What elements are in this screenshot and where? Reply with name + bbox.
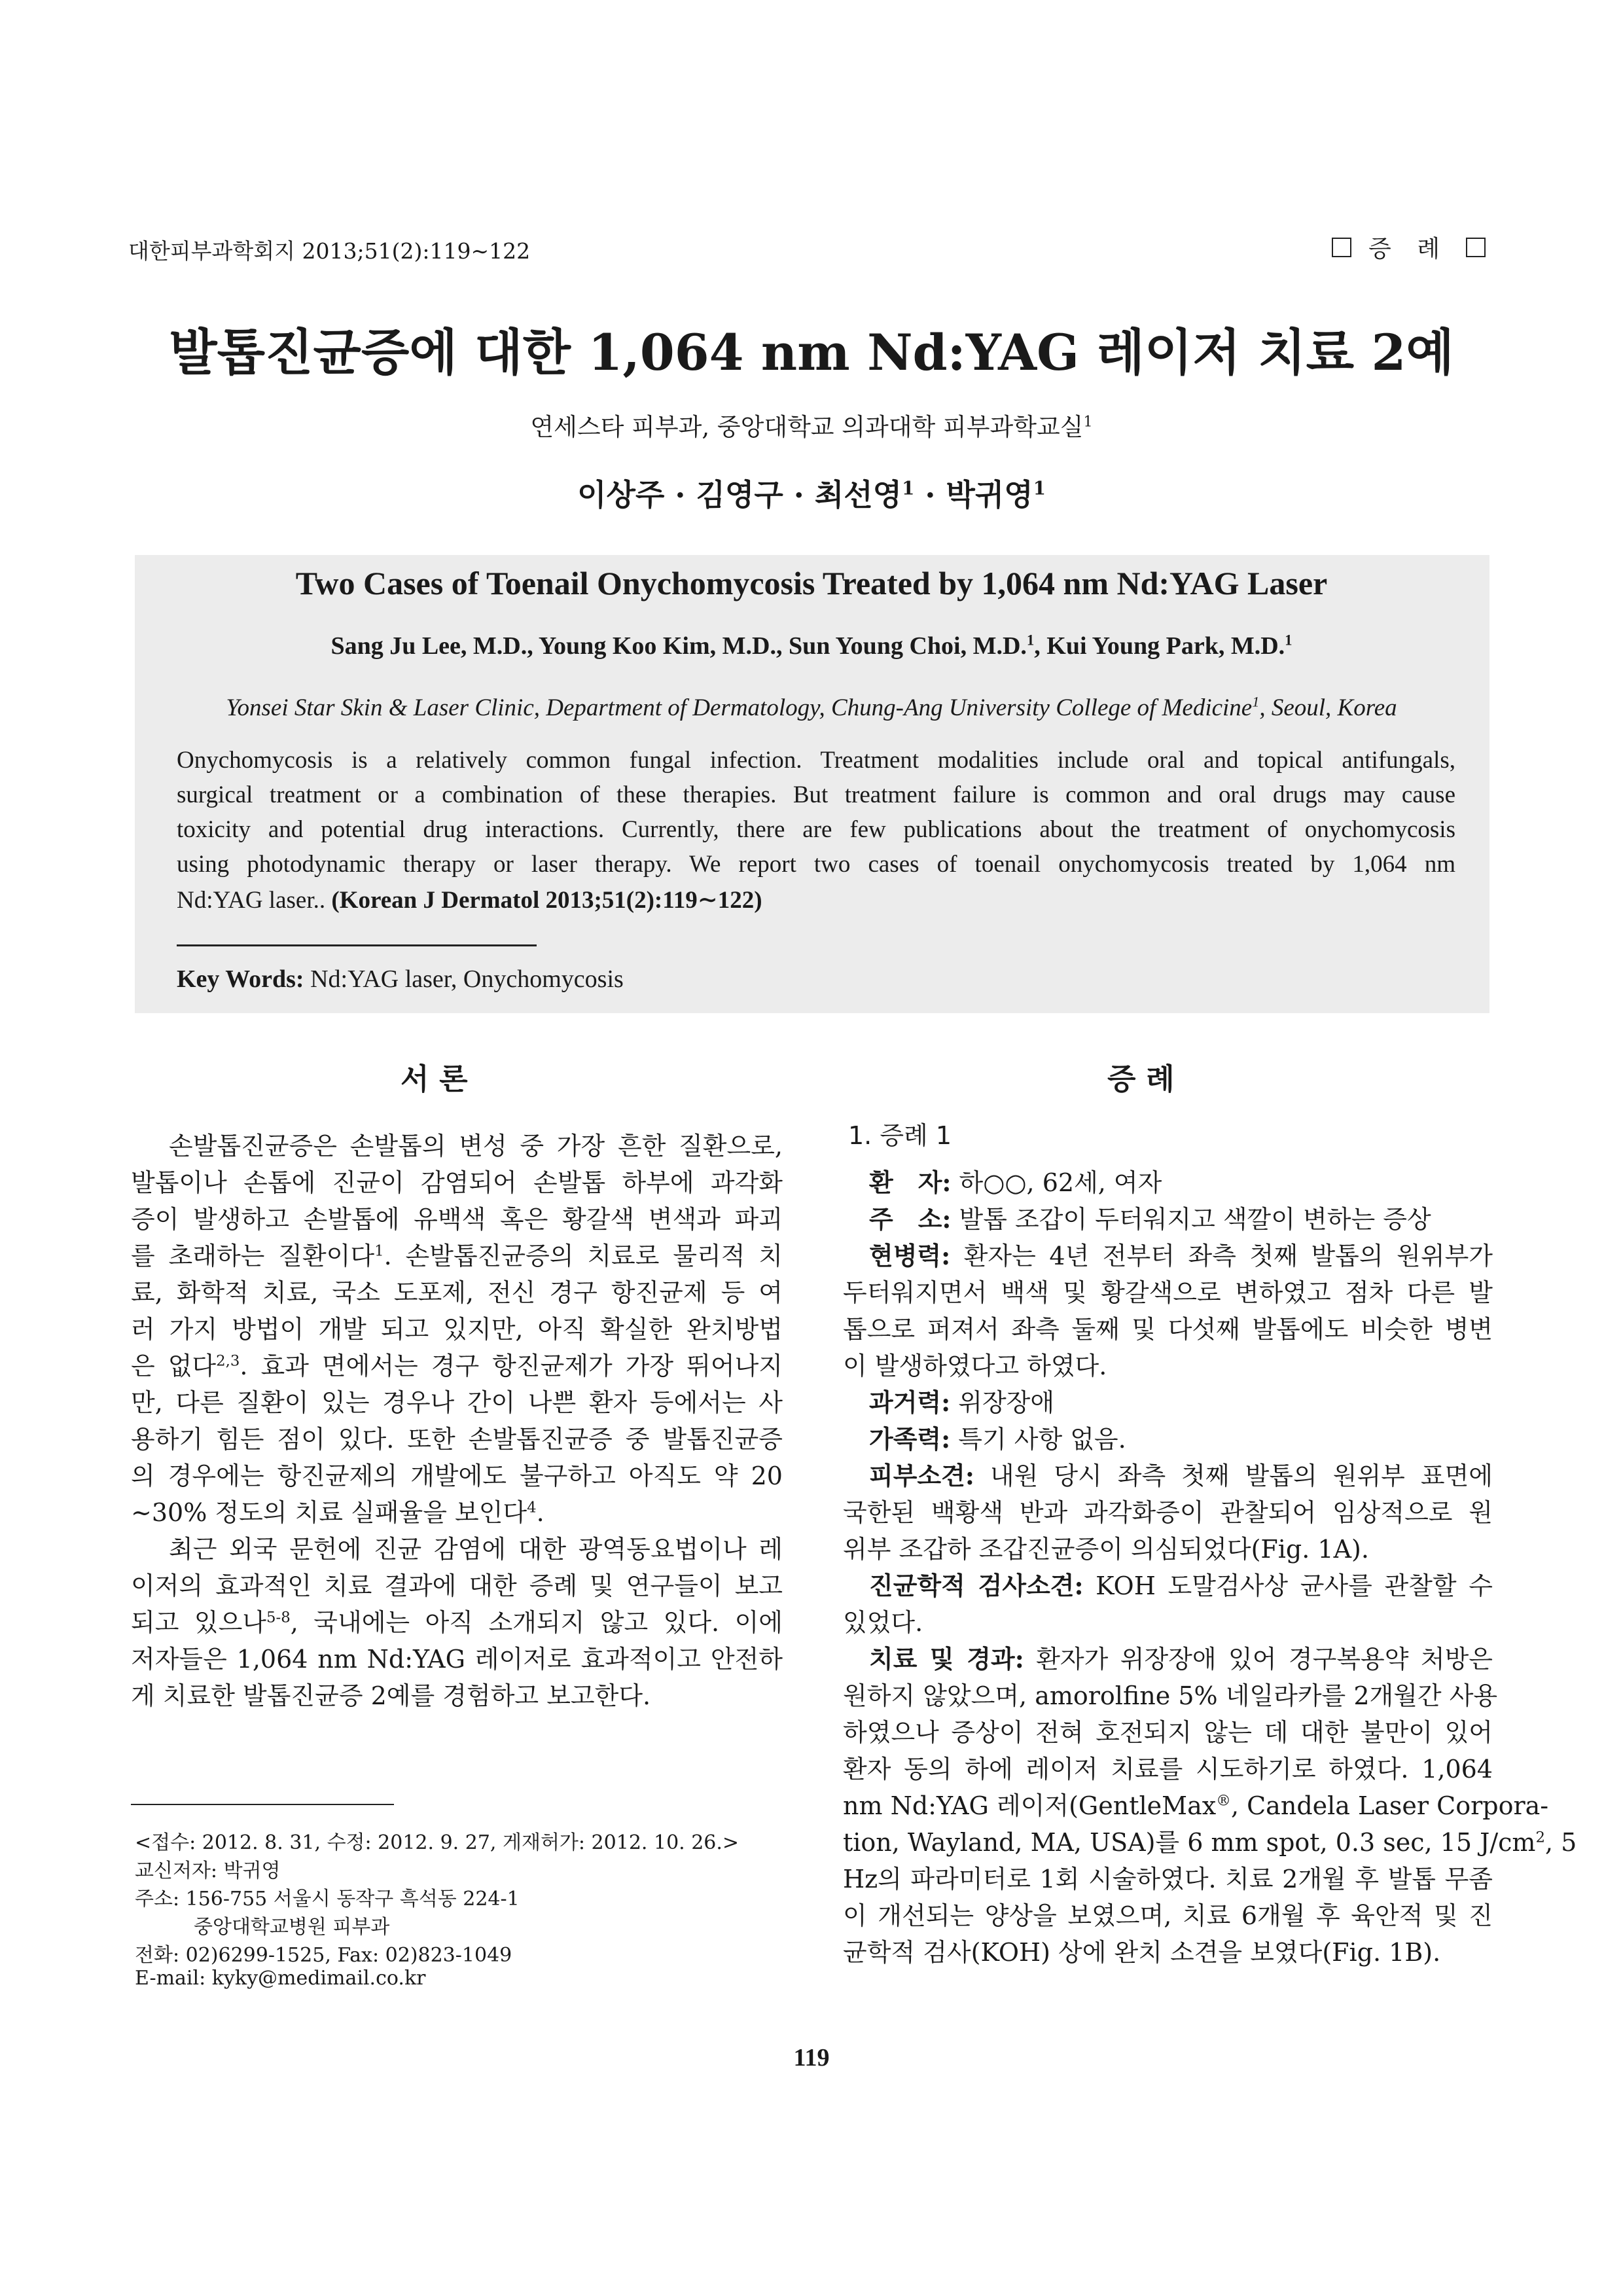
english-affiliation: Yonsei Star Skin & Laser Clinic, Department of Dermatology, Chung-Ang University College of Medicine$^1$, Seoul, Korea: [226, 693, 1397, 721]
case-line: 현병력: 환자는 4년 전부터 좌측 첫째 발톱의 원위부가: [869, 1241, 1493, 1270]
authors-ko: 이상주 · 김영구 · 최선영$^1$ · 박귀영$^1$: [577, 477, 1046, 512]
case-subheading: 1. 증례 1: [848, 1121, 952, 1150]
box-icon: [1332, 238, 1351, 257]
english-authors: Sang Ju Lee, M.D., Young Koo Kim, M.D., Sun Young Choi, M.D.$^1$, Kui Young Park, M.D.$^1$: [330, 632, 1293, 660]
keywords: Key Words: Nd:YAG laser, Onychomycosis: [177, 965, 624, 993]
case-line: 균학적 검사(KOH) 상에 완치 소견을 보였다(Fig. 1B).: [843, 1938, 1441, 1967]
body-line: 만, 다른 질환이 있는 경우나 간이 나쁜 환자 등에서는 사: [131, 1388, 783, 1417]
article-title: 발톱진균증에 대한 1,064 nm Nd:YAG 레이저 치료 2예: [169, 323, 1454, 382]
body-line: 은 없다$^{2,3}$. 효과 면에서는 경구 항진균제가 가장 뛰어나지: [131, 1352, 783, 1380]
case-line: 가족력: 특기 사항 없음.: [869, 1424, 1126, 1454]
case-line: 톱으로 퍼져서 좌측 둘째 및 다섯째 발톱에도 비슷한 병변: [843, 1315, 1493, 1344]
footnote-line: 교신저자: 박귀영: [135, 1859, 281, 1882]
affiliation-ko: 연세스타 피부과, 중앙대학교 의과대학 피부과학교실$^1$: [530, 413, 1093, 441]
body-line: 를 초래하는 질환이다$^1$. 손발톱진균증의 치료로 물리적 치: [131, 1242, 783, 1270]
case-line: 주 소: 발톱 조갑이 두터워지고 색깔이 변하는 증상: [869, 1204, 1431, 1234]
footnote-divider: [131, 1804, 394, 1805]
body-line: 러 가지 방법이 개발 되고 있지만, 아직 확실한 완치방법: [131, 1315, 783, 1344]
case-line: tion, Wayland, MA, USA)를 6 mm spot, 0.3 sec, 15 $J/cm^2$, 5: [843, 1828, 1577, 1857]
case-line: 하였으나 증상이 전혀 호전되지 않는 데 대한 불만이 있어: [843, 1718, 1493, 1747]
body-line: 저자들은 1,064 nm Nd:YAG 레이저로 효과적이고 안전하: [131, 1645, 783, 1674]
case-line: 위부 조갑하 조갑진균증이 의심되었다(Fig. 1A).: [843, 1535, 1369, 1564]
body-line: 용하기 힘든 점이 있다. 또한 손발톱진균증 중 발톱진균증: [131, 1425, 783, 1454]
journal-citation-header: 대한피부과학회지 2013;51(2):119∼122: [128, 238, 531, 264]
footnote-line: 주소: 156-755 서울시 동작구 흑석동 224-1: [135, 1888, 520, 1910]
footnote-line: <접수: 2012. 8. 31, 수정: 2012. 9. 27, 게재허가: 2012. 10. 26.>: [135, 1831, 740, 1854]
body-line: 되고 있으나$^{5-8}$, 국내에는 아직 소개되지 않고 있다. 이에: [131, 1608, 783, 1637]
case-line: Hz의 파라미터로 1회 시술하였다. 치료 2개월 후 발톱 무좀: [843, 1865, 1493, 1893]
case-line: 치료 및 경과: 환자가 위장장애 있어 경구복용약 처방은: [869, 1644, 1493, 1674]
section-heading-intro: 서 론: [401, 1062, 468, 1096]
case-line: 진균학적 검사소견: KOH 도말검사상 균사를 관찰할 수: [869, 1571, 1493, 1600]
body-line: 증이 발생하고 손발톱에 유백색 혹은 황갈색 변색과 파괴: [131, 1205, 783, 1234]
abstract-line: Onychomycosis is a relatively common fungal infection. Treatment modalities include oral and topical antifungals,: [177, 747, 1455, 774]
footnote-line: E-mail: kyky@medimail.co.kr: [135, 1967, 426, 1990]
body-line: 료, 화학적 치료, 국소 도포제, 전신 경구 항진균제 등 여: [131, 1278, 783, 1307]
body-line: 손발톱진균증은 손발톱의 변성 중 가장 흔한 질환으로,: [169, 1132, 783, 1160]
body-line: 게 치료한 발톱진균증 2예를 경험하고 보고한다.: [131, 1681, 651, 1710]
abstract-last-line: Nd:YAG laser.. (Korean J Dermatol 2013;51(2):119∼122): [177, 887, 762, 914]
journal-citation: (Korean J Dermatol 2013;51(2):119∼122): [331, 887, 762, 914]
case-line: 피부소견: 내원 당시 좌측 첫째 발톱의 원위부 표면에: [869, 1461, 1493, 1490]
case-line: 원하지 않았으며, amorolfine 5% 네일라카를 2개월간 사용: [843, 1681, 1498, 1710]
case-line: 환 자: 하○○, 62세, 여자: [869, 1168, 1162, 1197]
divider: [177, 944, 537, 946]
abstract-line: toxicity and potential drug interactions. Currently, there are few publications about the treatment of onychomycosis: [177, 816, 1455, 843]
body-line: ∼30% 정도의 치료 실패율을 보인다$^4$.: [131, 1498, 544, 1527]
section-heading-case: 증 례: [1107, 1062, 1175, 1096]
body-line: 의 경우에는 항진균제의 개발에도 불구하고 아직도 약 20: [131, 1462, 783, 1490]
case-line: 국한된 백황색 반과 과각화증이 관찰되어 임상적으로 원: [843, 1498, 1493, 1527]
case-line: 있었다.: [843, 1608, 923, 1637]
case-line: nm Nd:YAG 레이저(GentleMax®, Candela Laser Corpora-: [843, 1791, 1549, 1820]
case-line: 두터워지면서 백색 및 황갈색으로 변하였고 점차 다른 발: [843, 1278, 1493, 1307]
section-label: [1332, 230, 1486, 264]
page-number: 119: [793, 2044, 830, 2072]
body-line: 이저의 효과적인 치료 결과에 대한 증례 및 연구들이 보고: [131, 1571, 783, 1600]
section-label-text: 증 례: [1368, 236, 1449, 262]
case-line: 이 개선되는 양상을 보였으며, 치료 6개월 후 육안적 및 진: [843, 1901, 1493, 1930]
abstract-line: surgical treatment or a combination of these therapies. But treatment failure is common and oral drugs may cause: [177, 781, 1455, 808]
case-line: 이 발생하였다고 하였다.: [843, 1352, 1107, 1380]
body-line: 발톱이나 손톱에 진균이 감염되어 손발톱 하부에 과각화: [131, 1168, 783, 1197]
english-title: Two Cases of Toenail Onychomycosis Treated by 1,064 nm Nd:YAG Laser: [295, 565, 1328, 601]
case-line: 환자 동의 하에 레이저 치료를 시도하기로 하였다. 1,064: [843, 1755, 1493, 1784]
box-icon: [1466, 238, 1486, 257]
case-line: 과거력: 위장장애: [869, 1388, 1055, 1417]
body-line: 최근 외국 문헌에 진균 감염에 대한 광역동요법이나 레: [169, 1535, 783, 1564]
abstract-line: using photodynamic therapy or laser therapy. We report two cases of toenail onychomycosis treated by 1,064 nm: [177, 851, 1455, 878]
footnote-line: 중앙대학교병원 피부과: [194, 1916, 390, 1939]
footnote-line: 전화: 02)6299-1525, Fax: 02)823-1049: [135, 1944, 512, 1967]
